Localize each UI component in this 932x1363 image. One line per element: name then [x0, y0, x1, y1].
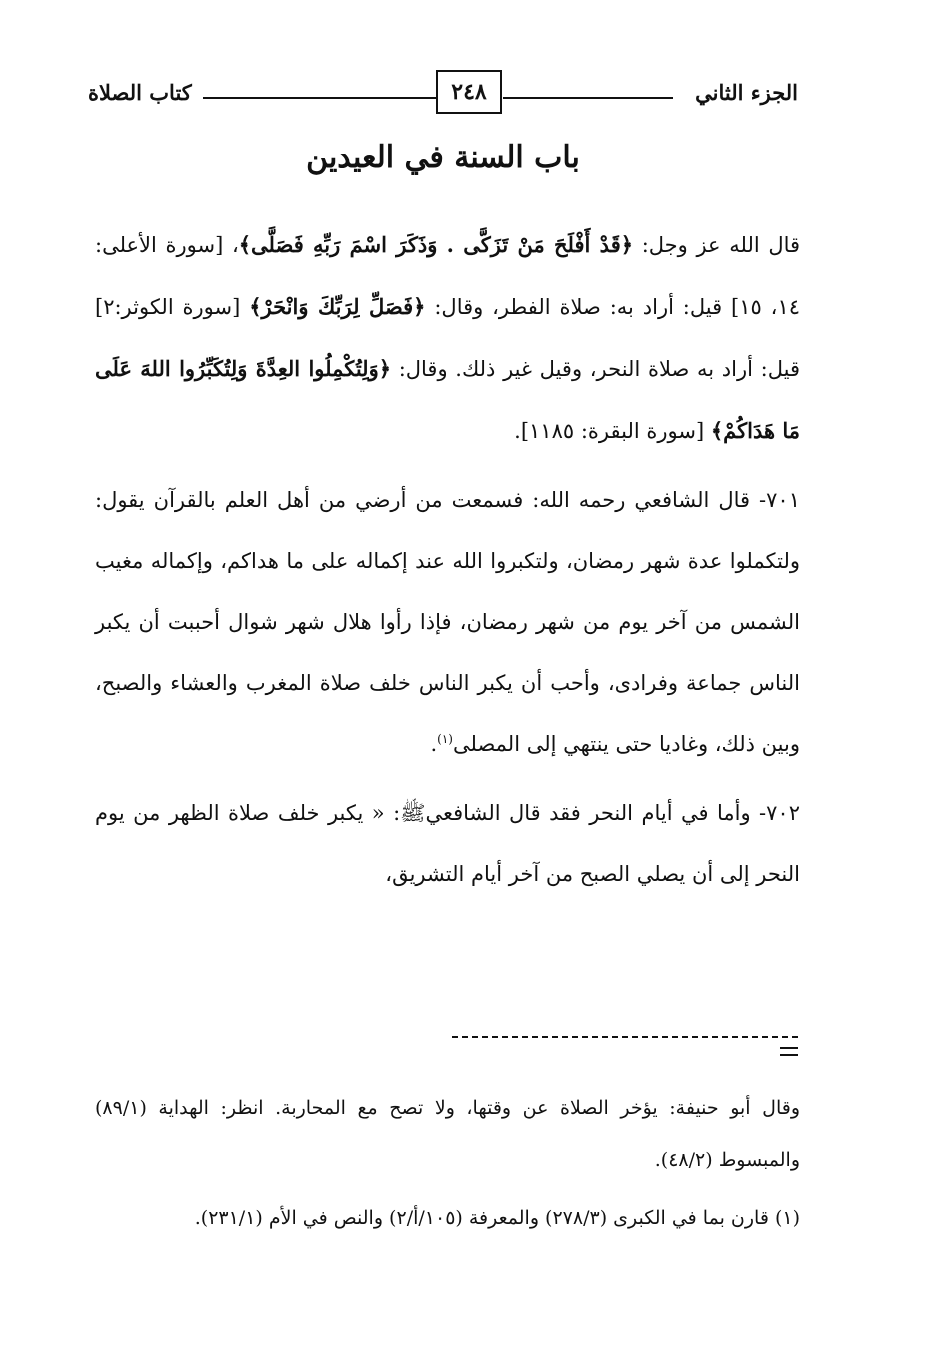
header-rule-left [203, 97, 436, 99]
intro-text: [سورة الكوثر:٢] قيل: أراد به صلاة النحر، وقيل غير ذلك. وقال: [95, 295, 800, 381]
intro-paragraph [95, 214, 800, 462]
chapter-title: باب السنة في العيدين [306, 140, 580, 175]
intro-text: [سورة البقرة: ١١٨٥]. [514, 419, 711, 443]
footnote-1: (١) قارن بما في الكبرى (٢٧٨/٣) والمعرفة (١٠٥/أ/٢) والنص في الأم (٢٣١/١). [194, 1207, 800, 1229]
intro-text: ، [سورة الأعلى: ١٤، ١٥] قيل: أراد به: صلاة الفطر، وقال: [95, 233, 800, 319]
footnote-continued: وقال أبو حنيفة: يؤخر الصلاة عن وقتها، ولا تصح مع المحاربة. انظر: الهداية (٨٩/١) والمبسوط (٤٨/٢). [95, 1097, 800, 1171]
paragraph-701 [95, 470, 800, 775]
page-number: ٢٤٨ [436, 70, 502, 114]
main-text [95, 214, 800, 905]
quran-verse: ﴿قَدْ أَفْلَحَ مَنْ تَزَكَّى . وَذَكَرَ اسْمَ رَبِّهِ فَصَلَّى﴾ [238, 232, 634, 257]
footnote-separator [452, 1036, 798, 1038]
volume-label: الجزء الثاني [695, 80, 798, 105]
footnote-ref-1: (١) [437, 732, 453, 746]
paragraph-702: ٧٠٢- وأما في أيام النحر فقد قال الشافعيﷺ: « يكبر خلف صلاة الظهر من يوم النحر إلى أن يصلي الصبح من آخر أيام التشريق، [95, 801, 800, 886]
quran-verse: ﴿وَلِتُكْمِلُوا العِدَّةَ وَلِتُكَبِّرُوا اللهَ عَلَى مَا هَدَاكُمْ﴾ [95, 356, 800, 443]
running-header [88, 74, 798, 124]
header-rule-right [503, 97, 673, 99]
footnotes [95, 1082, 800, 1244]
continuation-mark [780, 1047, 798, 1056]
paragraph-701-end: . [430, 732, 438, 756]
paragraph-701-text: ٧٠١- قال الشافعي رحمه الله: فسمعت من أرضي من أهل العلم بالقرآن يقول: ولتكملوا عدة شهر رمضان، ولتكبروا الله عند إكماله على ما هداكم، وإكماله مغيب الشمس من آخر يوم من شهر رمضان، فإذا رأوا هلال شهر شوال أحببت أن يكبر الناس جماعة وفرادى، وأحب أن يكبر الناس خلف صلاة المغرب والعشاء والصبح، وبين ذلك، وغاديا حتى ينتهي إلى المصلى [95, 488, 800, 756]
intro-text: قال الله عز وجل: [633, 233, 801, 257]
book-label: كتاب الصلاة [88, 80, 192, 105]
quran-verse: ﴿فَصَلِّ لِرَبِّكَ وَانْحَرْ﴾ [249, 294, 426, 319]
